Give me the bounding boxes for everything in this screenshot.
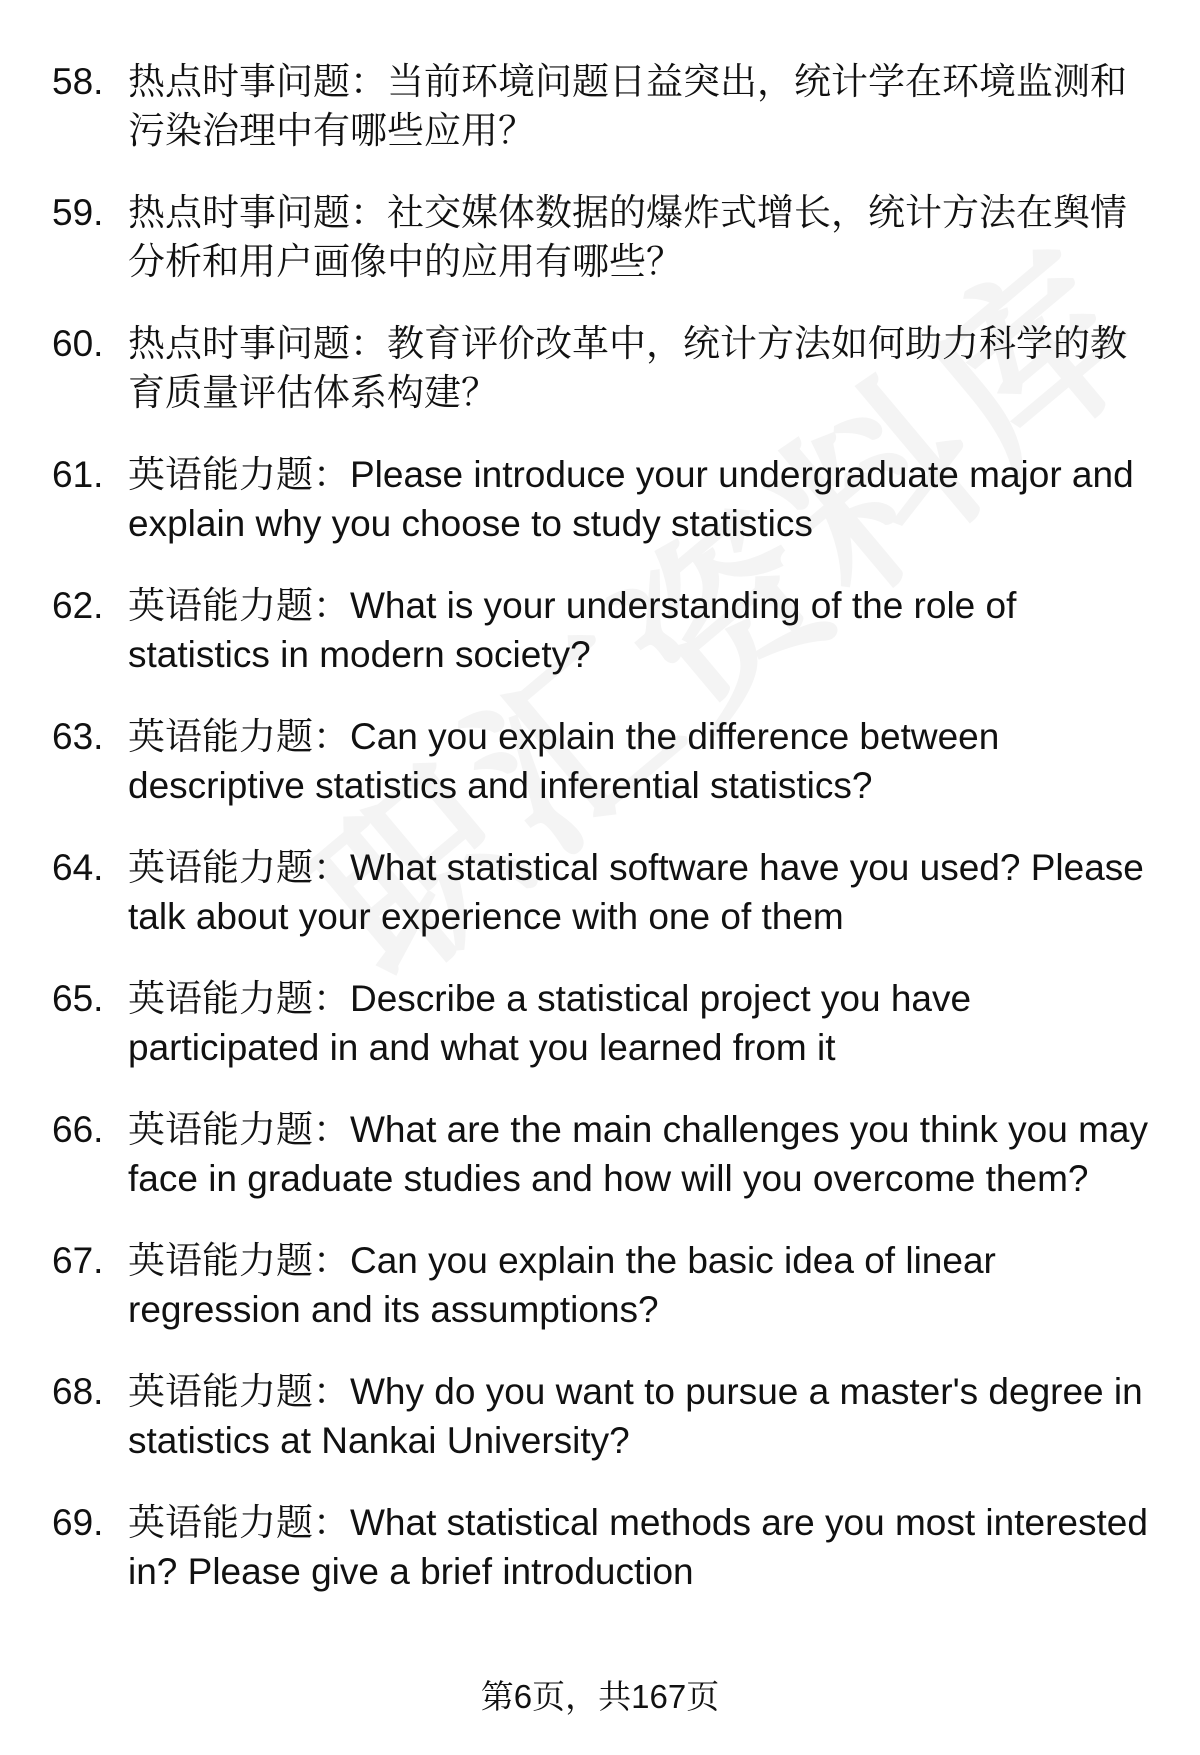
question-text: 热点时事问题：当前环境问题日益突出，统计学在环境监测和污染治理中有哪些应用？ — [128, 61, 1127, 151]
question-number: 59. — [52, 192, 104, 233]
question-text: 热点时事问题：社交媒体数据的爆炸式增长，统计方法在舆情分析和用户画像中的应用有哪些？ — [128, 192, 1127, 282]
question-list — [52, 58, 1152, 1630]
question-number: 60. — [52, 323, 104, 364]
question-text: 英语能力题：What are the main challenges you think you may face in graduate studies and how will you overcome them? — [128, 1109, 1148, 1199]
question-text: 英语能力题：What is your understanding of the role of statistics in modern society? — [128, 585, 1017, 675]
question-text: 英语能力题：Why do you want to pursue a master's degree in statistics at Nankai University? — [128, 1371, 1143, 1461]
question-text: 英语能力题：Please introduce your undergraduate major and explain why you choose to study statistics — [128, 454, 1134, 544]
question-item — [52, 451, 1152, 548]
question-item — [52, 58, 1152, 155]
question-text: 英语能力题：What statistical software have you used? Please talk about your experience with one of them — [128, 847, 1144, 937]
question-text: 英语能力题：What statistical methods are you most interested in? Please give a brief introduction — [128, 1502, 1148, 1592]
question-item — [52, 1499, 1152, 1596]
question-item — [52, 975, 1152, 1072]
question-text: 英语能力题：Describe a statistical project you have participated in and what you learned from it — [128, 978, 972, 1068]
question-number: 67. — [52, 1240, 104, 1281]
question-item — [52, 320, 1152, 417]
question-item — [52, 1368, 1152, 1465]
question-number: 66. — [52, 1109, 104, 1150]
question-number: 58. — [52, 61, 104, 102]
question-text: 英语能力题：Can you explain the basic idea of linear regression and its assumptions? — [128, 1240, 996, 1330]
question-item — [52, 713, 1152, 810]
question-number: 63. — [52, 716, 104, 757]
question-item — [52, 189, 1152, 286]
question-number: 69. — [52, 1502, 104, 1543]
question-item — [52, 1237, 1152, 1334]
page-footer: 第6页，共167页 — [480, 1678, 720, 1715]
question-text: 热点时事问题：教育评价改革中，统计方法如何助力科学的教育质量评估体系构建？ — [128, 323, 1127, 413]
question-item — [52, 582, 1152, 679]
question-number: 68. — [52, 1371, 104, 1412]
question-number: 61. — [52, 454, 104, 495]
question-number: 62. — [52, 585, 104, 626]
question-item — [52, 844, 1152, 941]
question-number: 65. — [52, 978, 104, 1019]
question-item — [52, 1106, 1152, 1203]
question-text: 英语能力题：Can you explain the difference between descriptive statistics and inferential statistics? — [128, 716, 1000, 806]
question-number: 64. — [52, 847, 104, 888]
